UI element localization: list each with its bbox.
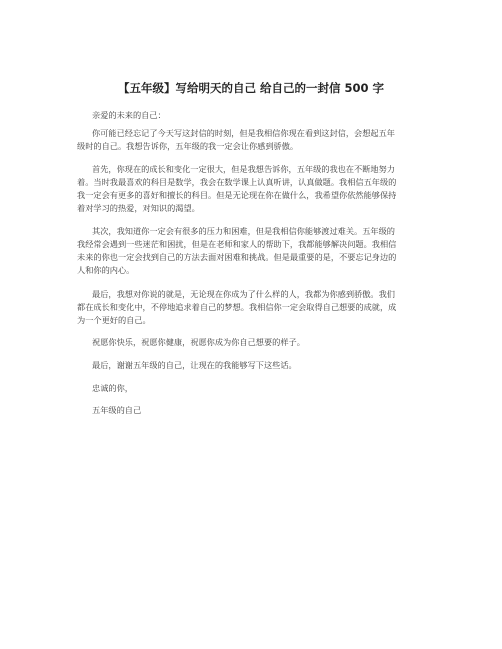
paragraph-4-line-3: 为一个更好的自己。 [77,315,151,325]
paragraph-6: 最后，谢谢五年级的自己，让现在的我能够写下这些话。 [92,360,297,370]
paragraph-4-line-1: 最后，我想对你说的就是，无论现在你成为了什么样的人，我都为你感到骄傲。我们 [92,289,395,299]
paragraph-5: 祝愿你快乐，祝愿你健康，祝愿你成为你自己想要的样子。 [92,337,305,347]
paragraph-2-line-2: 着。当时我最喜欢的科目是数学，我会在数学课上认真听讲，认真做题。我相信五年级的 [77,177,397,187]
paragraph-3-line-3: 未来的你也一定会找到自己的方法去面对困难和挑战。但是最重要的是，不要忘记身边的 [77,252,397,262]
paragraph-1-line-2: 级时的自己。我想告诉你，五年级的我一定会让你感到骄傲。 [77,141,299,151]
paragraph-3-line-2: 我经常会遇到一些迷茫和困扰，但是在老师和家人的帮助下，我都能够解决问题。我相信 [77,239,397,249]
salutation: 亲爱的未来的自己： [92,110,166,120]
document-title: 【五年级】写给明天的自己 给自己的一封信 500 字 [117,81,384,95]
paragraph-2-line-1: 首先，你现在的成长和变化一定很大，但是我想告诉你，五年级的我也在不断地努力 [92,164,395,174]
paragraph-2-line-4: 着对学习的热爱，对知识的渴望。 [77,203,200,213]
paragraph-4-line-2: 都在成长和变化中，不停地追求着自己的梦想。我相信你一定会取得自己想要的成就，成 [77,302,397,312]
closing-line: 忠诚的你， [92,383,133,393]
signature: 五年级的自己 [92,405,142,415]
paragraph-3-line-4: 人和你的内心。 [77,265,135,275]
paragraph-2-line-3: 我一定会有更多的喜好和擅长的科目。但是无论现在你在做什么，我希望你依然能够保持 [77,190,397,200]
paragraph-1-line-1: 你可能已经忘记了今天写这封信的时刻，但是我相信你现在看到这封信，会想起五年 [92,128,395,138]
paragraph-3-line-1: 其次，我知道你一定会有很多的压力和困难，但是我相信你能够渡过难关。五年级的 [92,226,395,236]
